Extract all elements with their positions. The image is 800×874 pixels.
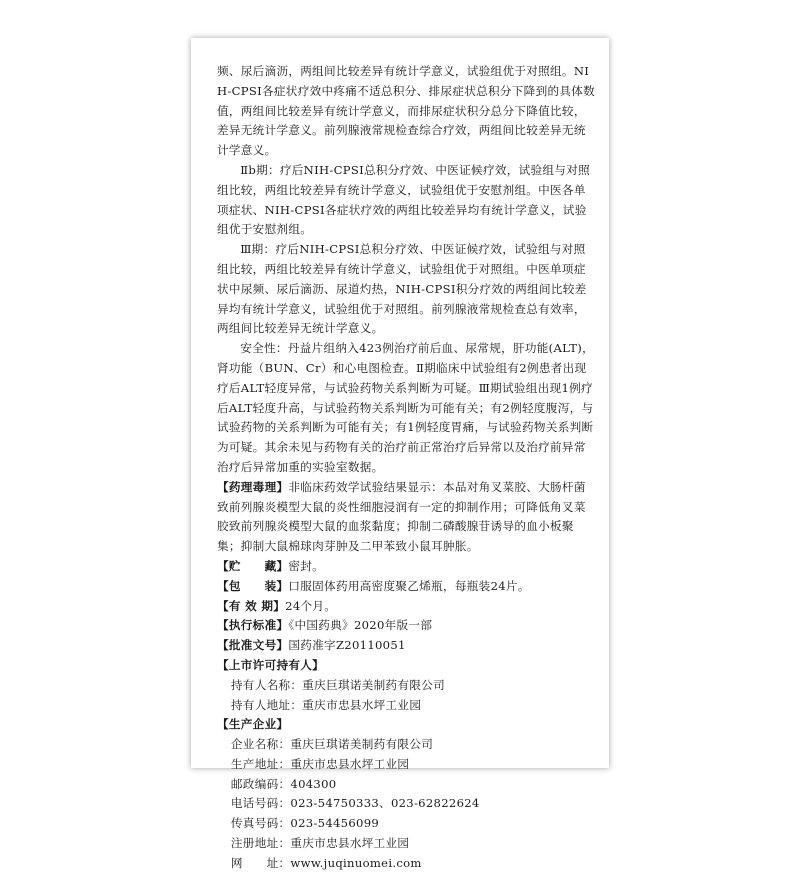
holder-name: 重庆巨琪诺美制药有限公司 [302, 677, 446, 692]
manufacturer-row [217, 834, 597, 854]
clinical-paragraph-2b: Ⅱb期：疗后NIH-CPSI总积分疗效、中医证候疗效，试验组与对照组比较，两组比较差异有统计学意义，试验组优于安慰剂组。中医各单项症状、NIH-CPSI各症状疗效的两组比较差异均有统计学意义，试验组优于安慰剂组。 [217, 162, 590, 237]
manufacturer-row-value: 重庆市忠县水坪工业园 [290, 836, 410, 851]
validity-text: 24个月。 [285, 598, 337, 613]
pharmacology-section [217, 478, 597, 557]
holder-name-label: 持有人名称： [230, 677, 303, 692]
package-label: 【包 装】 [217, 578, 289, 593]
manufacturer-row [217, 814, 597, 834]
pharmacology-text: 非临床药效学试验结果显示：本品对角叉菜胶、大肠杆菌致前列腺炎模型大鼠的炎性细胞浸润有一定的抑制作用；可降低角叉菜胶致前列腺炎模型大鼠的血浆黏度；抑制二磷酸腺苷诱导的血小板聚集；抑制大鼠棉球肉芽肿及二甲苯致小鼠耳肿胀。 [217, 479, 586, 554]
clinical-paragraph-3: Ⅲ期：疗后NIH-CPSI总积分疗效、中医证候疗效，试验组与对照组比较，两组比较差异有统计学意义，试验组优于对照组。中医单项症状中尿频、尿后滴沥、尿道灼热，NIH-CPSI积分疗效的两组间比较差异均有统计学意义，试验组优于对照组。前列腺液常规检查总有效率，两组间比较差异无统计学意义。 [217, 242, 587, 336]
holder-section [217, 656, 597, 676]
manufacturer-row-value: 023-54750333、023-62822624 [290, 796, 480, 811]
clinical-paragraph-1: 频、尿后滴沥，两组间比较差异有统计学意义，试验组优于对照组。NIH-CPSI各症状疗效中疼痛不适总积分、排尿症状总积分下降到的具体数值，两组间比较差异有统计学意义，而排尿症状积分总分下降值比较，差异无统计学意义。前列腺液常规检查综合疗效，两组间比较差异无统计学意义。 [217, 64, 596, 158]
manufacturer-row [217, 735, 597, 755]
manufacturer-row-label: 邮政编码： [230, 776, 291, 791]
package-section [217, 577, 597, 597]
manufacturer-row-value: 023-54456099 [290, 816, 380, 831]
manufacturer-label: 【生产企业】 [217, 717, 289, 732]
safety-paragraph: 安全性：丹益片组纳入423例治疗前后血、尿常规，肝功能(ALT)，肾功能（BUN、Cr）和心电图检查。Ⅱ期临床中试验组有2例患者出现疗后ALT轻度异常，与试验药物关系判断为可疑。Ⅲ期试验组出现1例疗后ALT轻度升高，与试验药物关系判断为可能有关；有2例轻度腹泻，与试验药物的关系判断为可能有关；有1例轻度胃痛，与试验药物关系判断为可疑。其余未见与药物有关的治疗前正常治疗后异常以及治疗前异常治疗后异常加重的实验室数据。 [217, 341, 594, 474]
manufacturer-row-label: 注册地址： [230, 836, 291, 851]
manufacturer-row-label: 传真号码： [230, 816, 291, 831]
holder-address-row [217, 696, 597, 716]
approval-section [217, 636, 597, 656]
holder-name-row [217, 676, 597, 696]
standard-text: 《中国药典》2020年版一部 [288, 618, 433, 633]
holder-address-label: 持有人地址： [230, 697, 303, 712]
manufacturer-section [217, 715, 597, 735]
storage-label: 【贮 藏】 [217, 558, 289, 573]
manufacturer-row [217, 755, 597, 775]
standard-section [217, 616, 597, 636]
storage-section [217, 557, 597, 577]
manufacturer-row-label: 企业名称： [230, 737, 291, 752]
package-text: 口服固体药用高密度聚乙烯瓶，每瓶装24片。 [288, 578, 530, 593]
validity-section [217, 597, 597, 617]
manufacturer-row-label: 电话号码： [230, 796, 291, 811]
standard-label: 【执行标准】 [217, 618, 289, 633]
manufacturer-row [217, 775, 597, 795]
manufacturer-row-value: 重庆市忠县水坪工业园 [290, 756, 410, 771]
approval-text: 国药准字Z20110051 [288, 638, 406, 653]
holder-address: 重庆市忠县水坪工业园 [302, 697, 422, 712]
validity-label: 【有 效 期】 [217, 598, 286, 613]
storage-text: 密封。 [288, 558, 325, 573]
manufacturer-row-value: 404300 [290, 776, 337, 791]
manufacturer-row-value: 重庆巨琪诺美制药有限公司 [290, 737, 434, 752]
manufacturer-row-value: www.juqinuomei.com [290, 855, 422, 870]
pharmacology-label: 【药理毒理】 [217, 479, 289, 494]
manufacturer-row-label: 生产地址： [230, 756, 291, 771]
approval-label: 【批准文号】 [217, 638, 289, 653]
manufacturer-row-label: 网 址： [230, 855, 291, 870]
holder-label: 【上市许可持有人】 [217, 657, 325, 672]
leaflet-text [217, 62, 597, 874]
manufacturer-row [217, 794, 597, 814]
manufacturer-row [217, 854, 597, 874]
